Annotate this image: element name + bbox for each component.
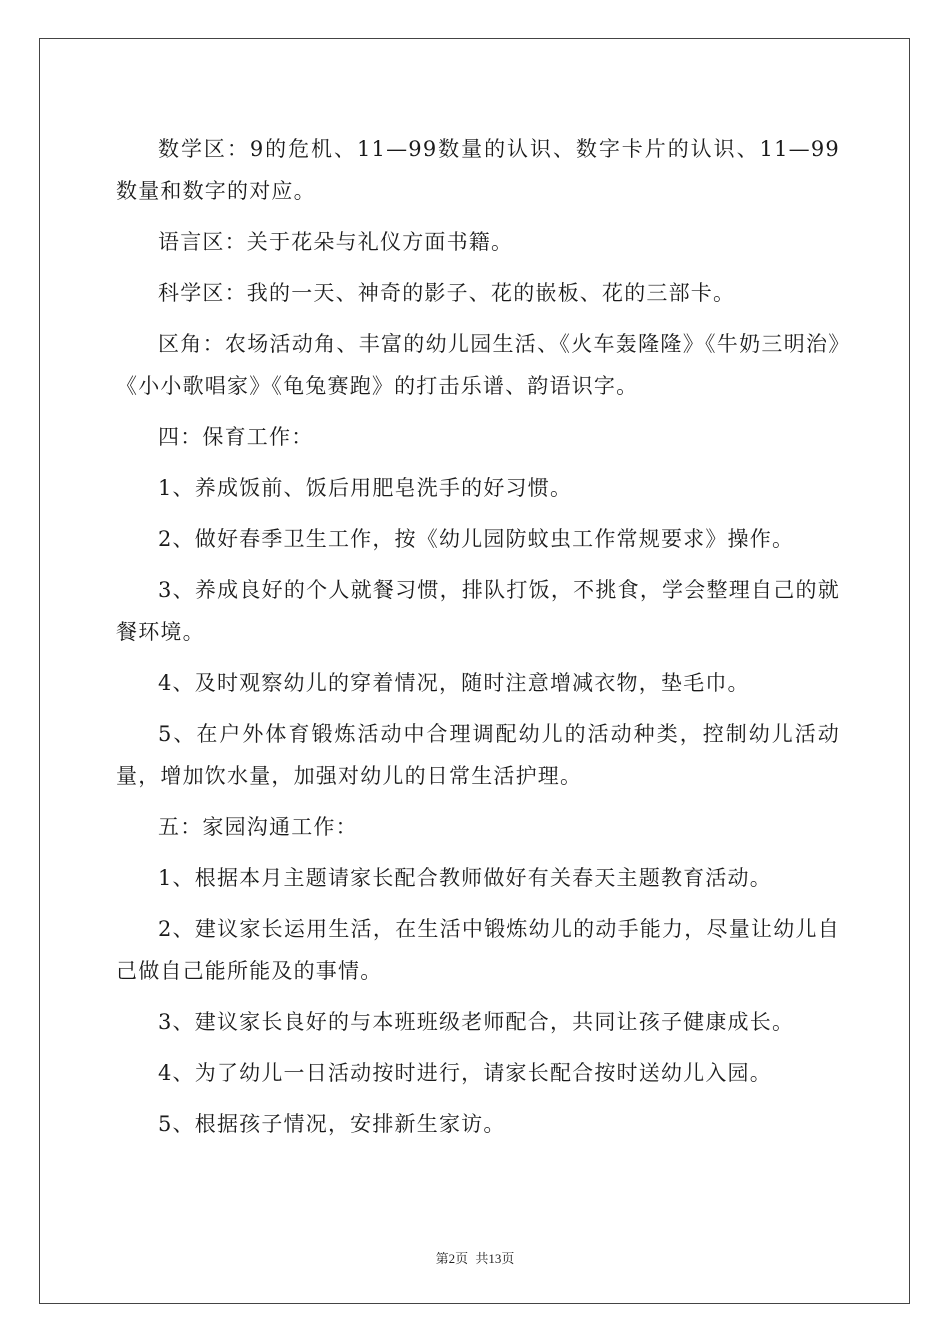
section-heading-home-communication: 五：家园沟通工作： xyxy=(158,815,358,839)
page-number: 第2页 xyxy=(435,1251,469,1266)
paragraph-home-item-2: 2、建议家长运用生活，在生活中锻炼幼儿的动手能力，尽量让幼儿自己做自己能所能及的事情。 xyxy=(116,917,840,983)
paragraph-home-item-3: 3、建议家长良好的与本班班级老师配合，共同让孩子健康成长。 xyxy=(158,1010,795,1034)
page-total: 共13页 xyxy=(475,1251,515,1266)
paragraph-science-area: 科学区：我的一天、神奇的影子、花的嵌板、花的三部卡。 xyxy=(158,281,736,305)
document-body xyxy=(116,128,840,1154)
paragraph-home-item-1: 1、根据本月主题请家长配合教师做好有关春天主题教育活动。 xyxy=(158,866,772,890)
paragraph-care-item-4: 4、及时观察幼儿的穿着情况，随时注意增减衣物，垫毛巾。 xyxy=(158,671,750,695)
paragraph-care-item-2: 2、做好春季卫生工作，按《幼儿园防蚊虫工作常规要求》操作。 xyxy=(158,527,795,551)
paragraph-math-area: 数学区：9的危机、11—99数量的认识、数字卡片的认识、11—99数量和数字的对应。 xyxy=(116,137,840,203)
paragraph-care-item-1: 1、养成饭前、饭后用肥皂洗手的好习惯。 xyxy=(158,476,573,500)
page-footer xyxy=(0,1248,950,1267)
paragraph-care-item-3: 3、养成良好的个人就餐习惯，排队打饭，不挑食，学会整理自己的就餐环境。 xyxy=(116,578,840,644)
paragraph-care-item-5: 5、在户外体育锻炼活动中合理调配幼儿的活动种类，控制幼儿活动量，增加饮水量，加强对幼儿的日常生活护理。 xyxy=(116,722,840,788)
paragraph-home-item-4: 4、为了幼儿一日活动按时进行，请家长配合按时送幼儿入园。 xyxy=(158,1061,772,1085)
paragraph-corner-area: 区角：农场活动角、丰富的幼儿园生活、《火车轰隆隆》《牛奶三明治》《小小歌唱家》《龟兔赛跑》的打击乐谱、韵语识字。 xyxy=(116,332,840,398)
paragraph-home-item-5: 5、根据孩子情况，安排新生家访。 xyxy=(158,1112,506,1136)
section-heading-care-work: 四：保育工作： xyxy=(158,425,314,449)
paragraph-language-area: 语言区：关于花朵与礼仪方面书籍。 xyxy=(158,230,514,254)
